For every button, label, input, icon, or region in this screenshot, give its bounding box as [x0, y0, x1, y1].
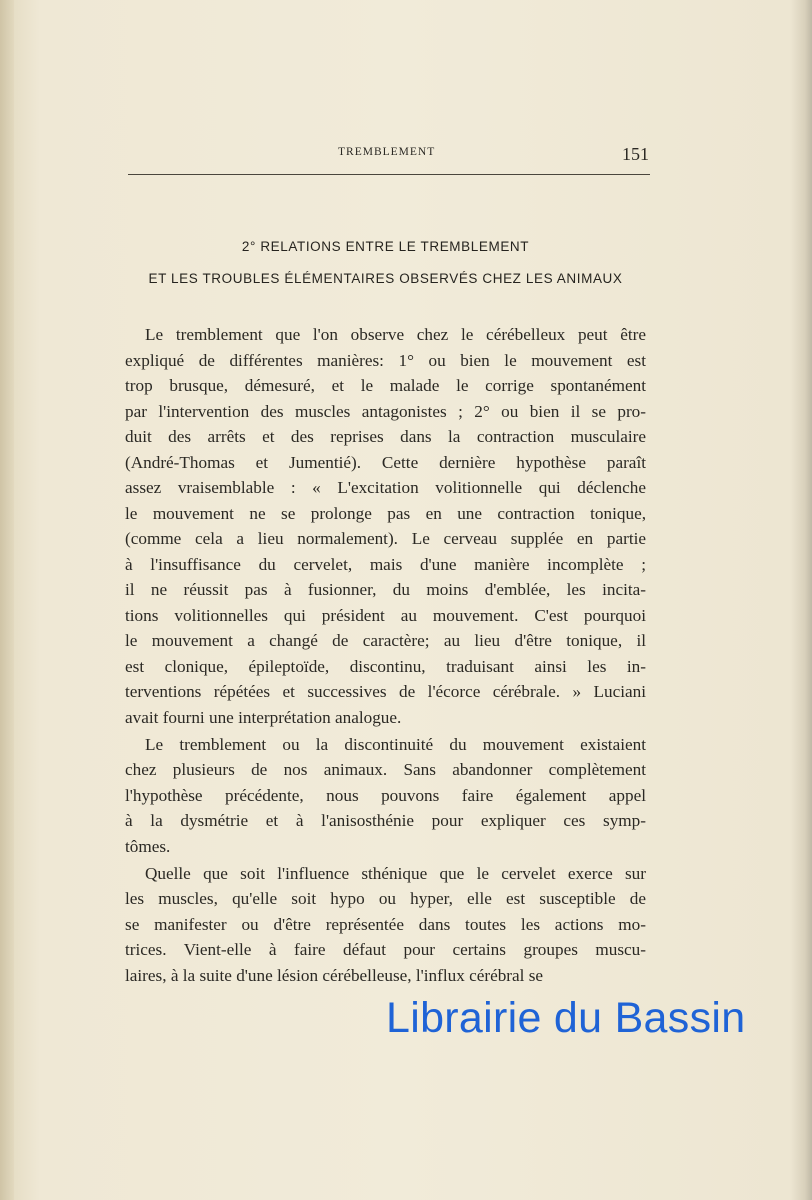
section-heading-line-1: 2° RELATIONS ENTRE LE TREMBLEMENT — [241, 239, 530, 254]
body-text — [125, 322, 646, 990]
text-line: Quelle que soit l'influence sthénique que le cervelet exerce sur — [145, 863, 646, 883]
text-line: expliqué de différentes manières: 1° ou bien le mouvement est — [125, 350, 646, 370]
text-line: chez plusieurs de nos animaux. Sans abandonner complètement — [125, 760, 646, 779]
page-number: 151 — [622, 144, 649, 164]
text-line: Le tremblement ou la discontinuité du mouvement existaient — [145, 734, 646, 754]
text-line: (comme cela a lieu normalement). Le cerveau supplée en partie — [125, 529, 646, 548]
text-line: trop brusque, démesuré, et le malade le corrige spontanément — [125, 376, 646, 395]
header-rule — [128, 174, 650, 175]
text-line: les muscles, qu'elle soit hypo ou hyper, elle est susceptible de — [125, 889, 646, 908]
text-line: terventions répétées et successives de l'écorce cérébrale. » Luciani — [125, 682, 646, 701]
text-line: (André-Thomas et Jumentié). Cette dernière hypothèse paraît — [125, 452, 646, 472]
section-heading-line-2: ET LES TROUBLES ÉLÉMENTAIRES OBSERVÉS CHEZ LES ANIMAUX — [148, 271, 623, 286]
text-line: trices. Vient-elle à faire défaut pour certains groupes muscu- — [125, 940, 646, 959]
paragraph — [125, 861, 646, 989]
text-line: assez vraisemblable : « L'excitation volitionnelle qui déclenche — [125, 478, 646, 497]
text-line: à la dysmétrie et à l'anisosthénie pour expliquer ces symp- — [125, 811, 646, 830]
text-line: le mouvement ne se prolonge pas en une contraction tonique, — [125, 503, 646, 523]
running-title: TREMBLEMENT — [338, 146, 436, 158]
text-line: duit des arrêts et des reprises dans la contraction musculaire — [125, 427, 646, 446]
paragraph — [125, 732, 646, 860]
text-line: Le tremblement que l'on observe chez le cérébelleux peut être — [145, 325, 646, 344]
text-line: laires, à la suite d'une lésion cérébelleuse, l'influx cérébral se — [125, 965, 544, 985]
page-gutter-edge — [0, 0, 14, 1200]
text-line: à l'insuffisance du cervelet, mais d'une manière incomplète ; — [125, 554, 646, 574]
text-line: tômes. — [125, 836, 171, 856]
text-line: par l'intervention des muscles antagonistes ; 2° ou bien il se pro- — [125, 401, 646, 421]
text-line: est clonique, épileptoïde, discontinu, traduisant ainsi les in- — [125, 656, 646, 676]
watermark: Librairie du Bassin — [386, 994, 746, 1042]
text-line: le mouvement a changé de caractère; au lieu d'être tonique, il — [125, 631, 646, 650]
paragraph — [125, 322, 646, 730]
text-line: il ne réussit pas à fusionner, du moins d'emblée, les incita- — [125, 580, 646, 599]
text-line: l'hypothèse précédente, nous pouvons faire également appel — [125, 785, 646, 805]
text-line: tions volitionnelles qui président au mouvement. C'est pourquoi — [125, 605, 646, 625]
text-line: avait fourni une interprétation analogue. — [125, 707, 402, 727]
text-line: se manifester ou d'être représentée dans toutes les actions mo- — [125, 914, 646, 934]
